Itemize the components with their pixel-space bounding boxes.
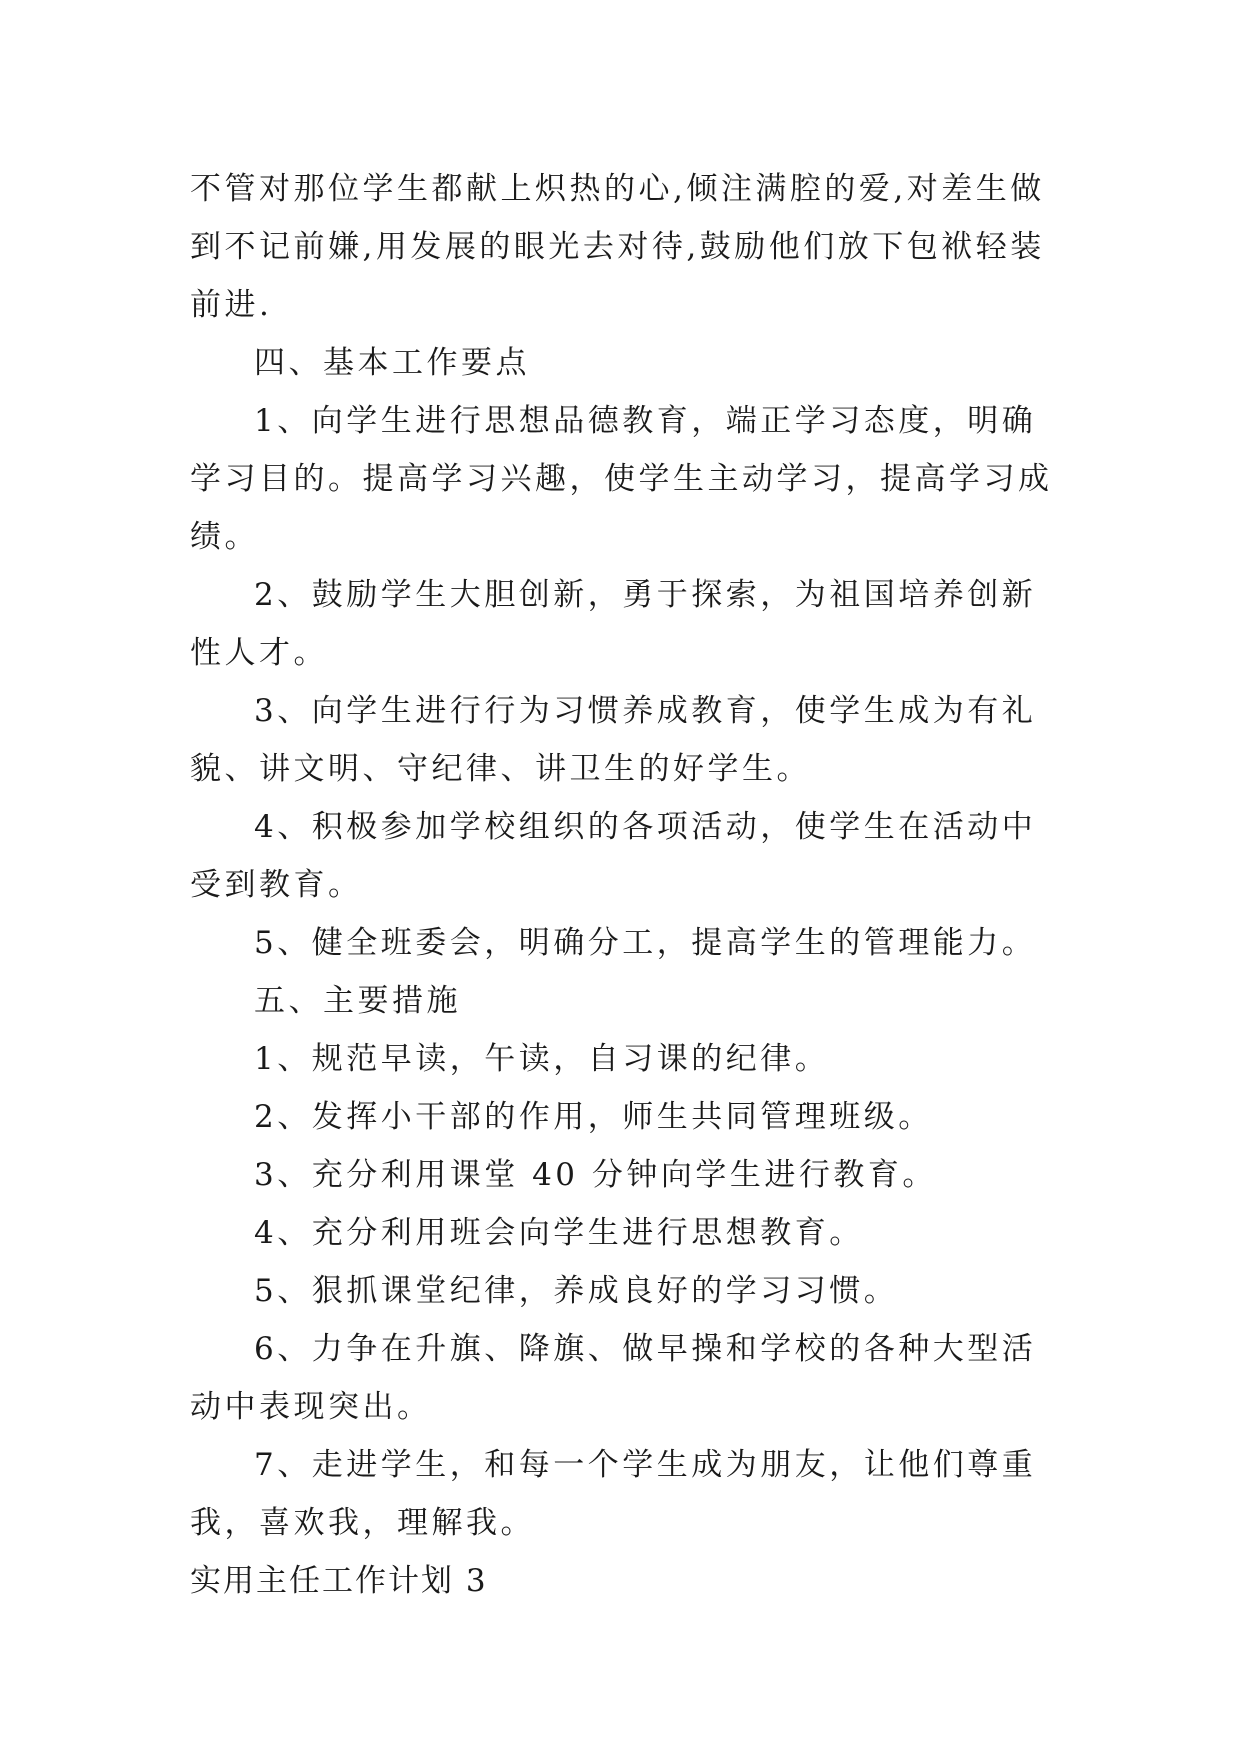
list-item: 4、积极参加学校组织的各项活动，使学生在活动中受到教育。 (190, 809, 1037, 903)
list-item: 2、发挥小干部的作用，师生共同管理班级。 (254, 1099, 933, 1135)
document-body (190, 160, 1060, 1610)
list-item: 2、鼓励学生大胆创新，勇于探索，为祖国培养创新性人才。 (190, 577, 1037, 671)
list-item: 1、规范早读，午读，自习课的纪律。 (254, 1041, 830, 1077)
list-item: 3、充分利用课堂 40 分钟向学生进行教育。 (254, 1157, 937, 1193)
list-item: 5、健全班委会，明确分工，提高学生的管理能力。 (254, 925, 1037, 961)
list-item: 1、向学生进行思想品德教育，端正学习态度，明确学习目的。提高学习兴趣，使学生主动学习，提高学习成绩。 (190, 403, 1053, 555)
next-section-title: 实用主任工作计划 3 (190, 1563, 488, 1599)
section-heading-basic-work-points: 四、基本工作要点 (254, 345, 530, 381)
section-heading-main-measures: 五、主要措施 (254, 983, 461, 1019)
list-item: 6、力争在升旗、降旗、做早操和学校的各种大型活动中表现突出。 (190, 1331, 1037, 1425)
list-item: 5、狠抓课堂纪律，养成良好的学习习惯。 (254, 1273, 899, 1309)
paragraph-intro-continuation: 不管对那位学生都献上炽热的心,倾注满腔的爱,对差生做到不记前嫌,用发展的眼光去对待,鼓励他们放下包袱轻装前进. (190, 171, 1045, 323)
list-item: 3、向学生进行行为习惯养成教育，使学生成为有礼貌、讲文明、守纪律、讲卫生的好学生。 (190, 693, 1037, 787)
list-item: 7、走进学生，和每一个学生成为朋友，让他们尊重我，喜欢我，理解我。 (190, 1447, 1037, 1541)
list-item: 4、充分利用班会向学生进行思想教育。 (254, 1215, 864, 1251)
